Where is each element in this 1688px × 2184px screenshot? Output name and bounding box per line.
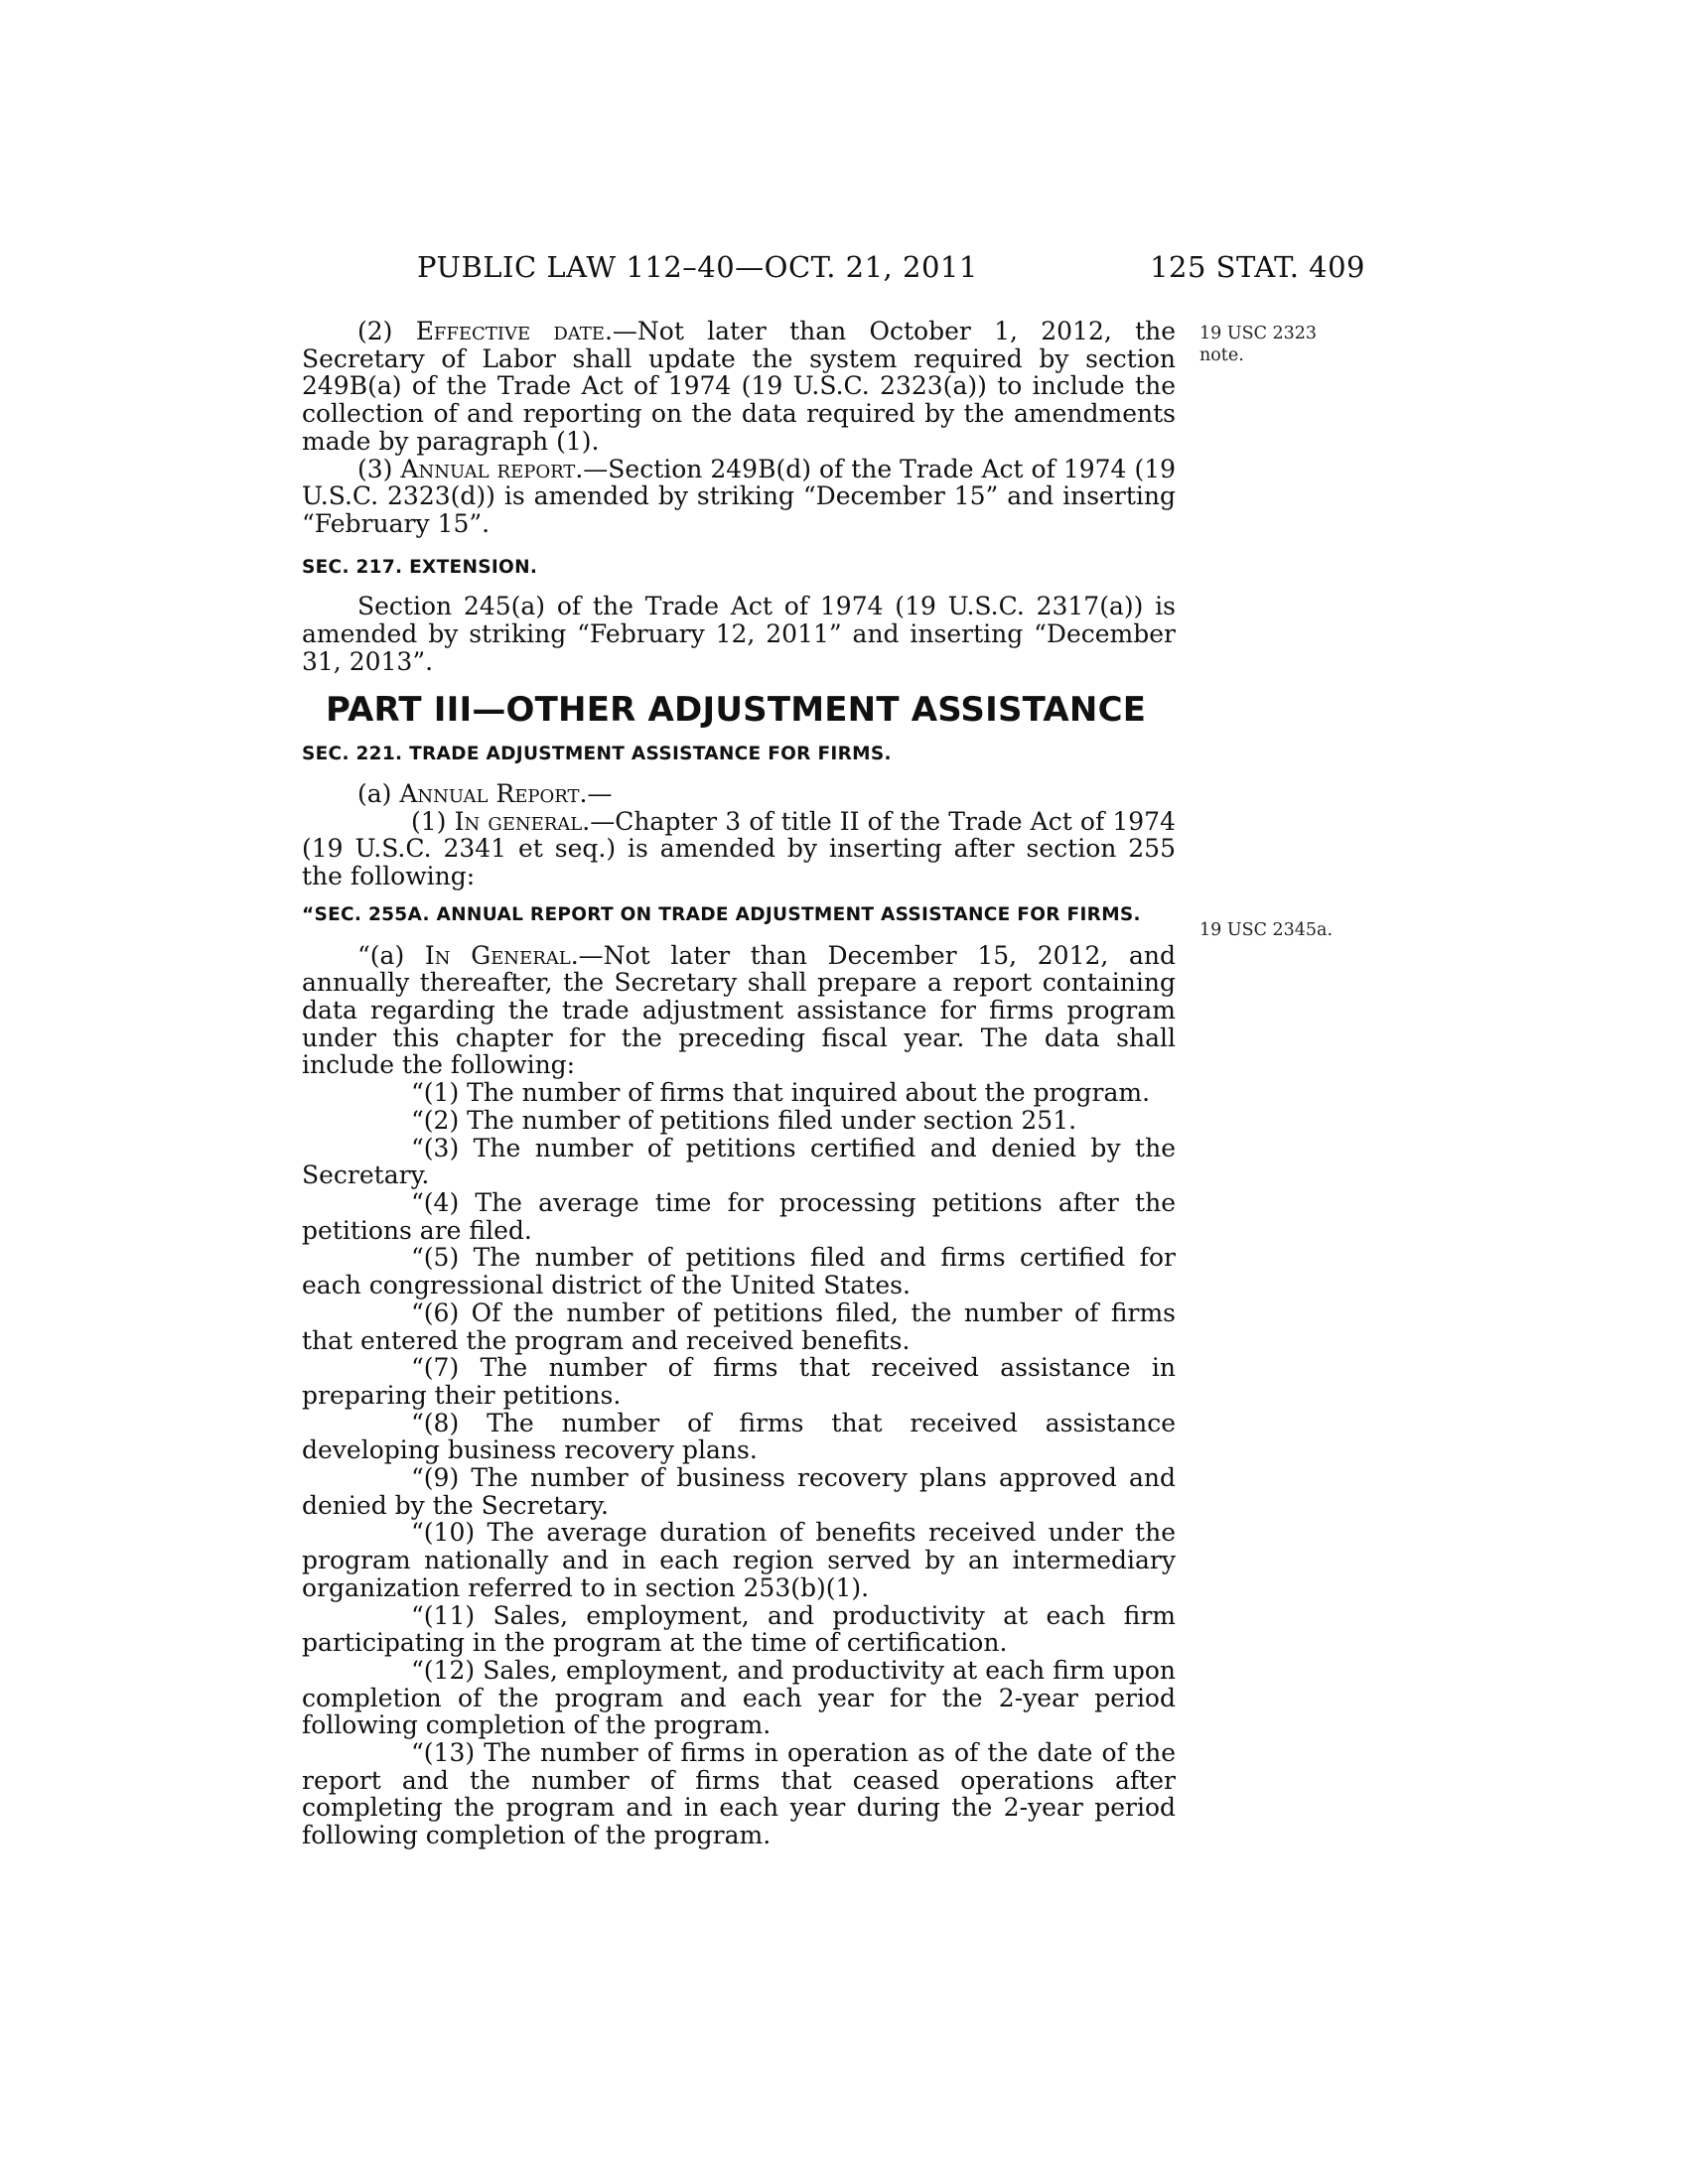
section-221-heading: SEC. 221. TRADE ADJUSTMENT ASSISTANCE FOR FIRMS. xyxy=(302,744,892,765)
list-item: “(7) The number of firms that received assistance in preparing their petitions. xyxy=(302,1353,1176,1410)
section-217-heading: SEC. 217. EXTENSION. xyxy=(302,556,538,578)
body-text xyxy=(302,318,1176,1849)
subsection-heading: Annual Report xyxy=(399,778,580,808)
list-item: “(4) The average time for processing petitions after the petitions are filed. xyxy=(302,1187,1176,1245)
margin-note-line: 19 USC 2323 xyxy=(1199,324,1318,343)
paragraph-text: .—Not later than October 1, 2012, the Secretary of Labor shall update the system required by section 249B(a) of the Trade Act of 1974 (19 U.S.C. 2323(a)) to include the collection of and reporting on the data required by the amendments made by paragraph (1). xyxy=(302,317,1177,456)
paragraph-3-annual-report xyxy=(302,456,1176,538)
list-item: “(13) The number of firms in operation as of the date of the report and the number of firms that ceased operations after completing the program and in each year during the 2-year period following completion of the program. xyxy=(302,1738,1176,1850)
subsection-number: (a) xyxy=(357,778,400,808)
margin-note-line: note. xyxy=(1199,345,1244,365)
list-item: “(9) The number of business recovery plans approved and denied by the Secretary. xyxy=(302,1463,1176,1520)
paragraph-number: (2) xyxy=(357,317,416,345)
statute-citation: 125 STAT. 409 xyxy=(1150,250,1365,284)
paragraph-number: (3) xyxy=(357,454,401,483)
list-item: “(1) The number of firms that inquired about the program. xyxy=(411,1078,1151,1108)
subsection-a-annual-report xyxy=(302,780,1176,808)
list-item: “(2) The number of petitions filed under section 251. xyxy=(411,1105,1077,1135)
subsection-number: “(a) xyxy=(357,940,425,970)
paragraph-text: .—Section 249B(d) of the Trade Act of 1974 (19 U.S.C. 2323(d)) is amended by striking “December 15” and inserting “February 15”. xyxy=(302,454,1177,538)
paragraph-number: (1) xyxy=(411,806,455,836)
list-item: “(5) The number of petitions filed and firms certified for each congressional district of the United States. xyxy=(302,1243,1176,1300)
section-255a-subsection-a xyxy=(302,942,1176,1080)
margin-note-usc-2323 xyxy=(1199,323,1398,366)
list-item: “(8) The number of firms that received assistance developing business recovery plans. xyxy=(302,1408,1176,1465)
list-item: “(11) Sales, employment, and productivity at each firm participating in the program at the time of certification. xyxy=(302,1600,1176,1658)
running-head: PUBLIC LAW 112–40—OCT. 21, 2011 xyxy=(417,250,978,284)
subsection-text: .—Not later than December 15, 2012, and annually thereafter, the Secretary shall prepare a report containing data regarding the trade adjustment assistance for firms program under this chapter for the preceding fiscal year. The data shall include the following: xyxy=(302,940,1177,1080)
paragraph-text: .—Chapter 3 of title II of the Trade Act of 1974 (19 U.S.C. 2341 et seq.) is amended by inserting after section 255 the following: xyxy=(302,806,1176,890)
paragraph-heading: Annual report xyxy=(400,454,576,483)
list-item: “(12) Sales, employment, and productivity at each firm upon completion of the program and each year for the 2-year period following completion of the program. xyxy=(302,1655,1176,1740)
part-iii-heading: PART III—OTHER ADJUSTMENT ASSISTANCE xyxy=(326,690,1147,731)
list-item: “(3) The number of petitions certified and denied by the Secretary. xyxy=(302,1133,1176,1190)
paragraph-heading: Effective date xyxy=(415,317,605,345)
paragraph-heading: In general xyxy=(454,806,583,836)
margin-note-usc-2345a: 19 USC 2345a. xyxy=(1199,920,1334,940)
section-217-text: Section 245(a) of the Trade Act of 1974 (19 U.S.C. 2317(a)) is amended by striking “February 12, 2011” and inserting “December 31, 2013”. xyxy=(302,592,1176,676)
list-item: “(10) The average duration of benefits received under the program nationally and in each region served by an intermediary organization referred to in section 253(b)(1). xyxy=(302,1518,1176,1602)
paragraph-2-effective-date xyxy=(302,318,1176,456)
subsection-heading: In General xyxy=(424,940,571,970)
list-item: “(6) Of the number of petitions filed, the number of firms that entered the program and received benefits. xyxy=(302,1297,1176,1355)
section-255a-heading: “SEC. 255A. ANNUAL REPORT ON TRADE ADJUSTMENT ASSISTANCE FOR FIRMS. xyxy=(302,903,1141,925)
paragraph-1-in-general xyxy=(302,808,1176,890)
subsection-dash: .— xyxy=(579,778,613,808)
